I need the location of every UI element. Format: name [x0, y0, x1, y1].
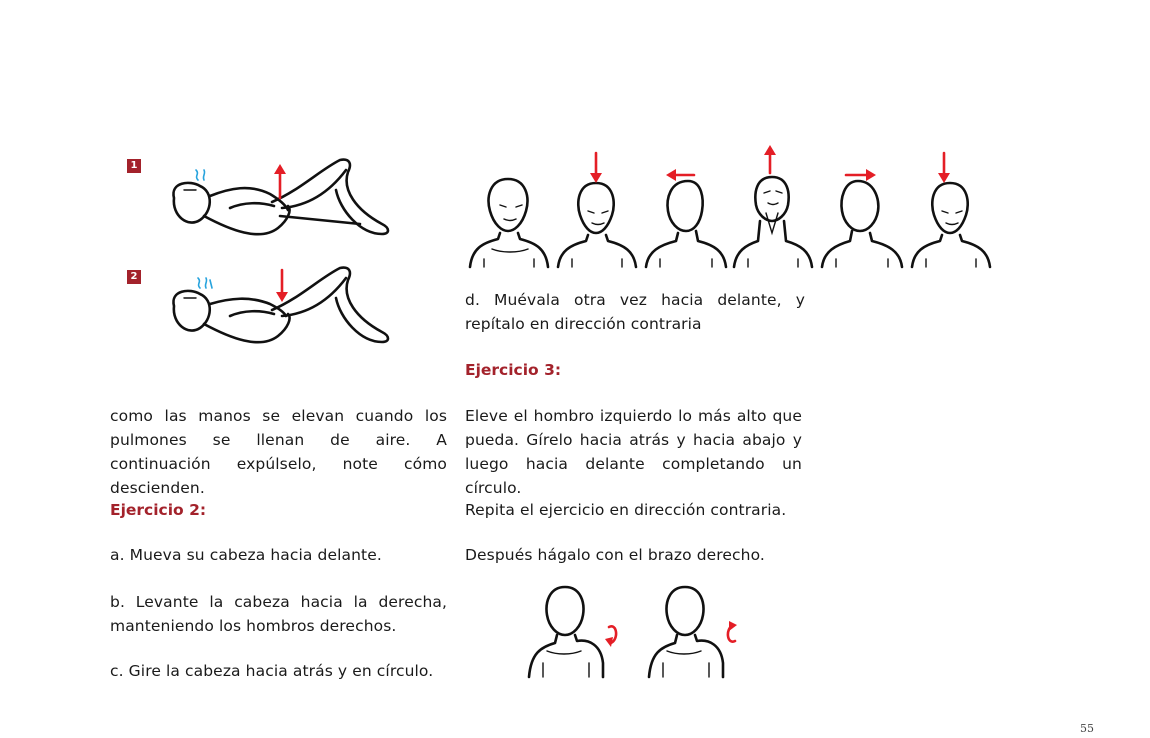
- figure-number-badge: 1: [127, 159, 141, 173]
- exercise-2-heading: Ejercicio 2:: [110, 501, 207, 519]
- step-c-text: c. Gire la cabeza hacia atrás y en círculo.: [110, 662, 434, 680]
- lying-breath-in-illustration: [160, 150, 400, 250]
- step-b-text: b. Levante la cabeza hacia la derecha, manteniendo los hombros derechos.: [110, 593, 447, 635]
- exercise-3-right-arm-text: Después hágalo con el brazo derecho.: [465, 546, 765, 564]
- page-number: 55: [1080, 722, 1094, 735]
- step-d-text: d. Muévala otra vez hacia delante, y repítalo en dirección contraria: [465, 291, 805, 333]
- exercise-3-instructions: Eleve el hombro izquierdo lo más alto que pueda. Gírelo hacia atrás y hacia abajo y luego hacia delante completando un círculo.: [465, 407, 802, 497]
- exercise-3-heading: Ejercicio 3:: [465, 361, 562, 379]
- exercise-3-repeat-text: Repita el ejercicio en dirección contraria.: [465, 501, 787, 519]
- step-a-text: a. Mueva su cabeza hacia delante.: [110, 546, 382, 564]
- lying-breath-out-illustration: [160, 258, 400, 358]
- shoulder-rotation-illustration: [525, 583, 755, 683]
- head-rotation-sequence-illustration: [462, 145, 992, 273]
- breathing-intro-paragraph: como las manos se elevan cuando los pulmones se llenan de aire. A continuación expúlselo, note cómo descienden.: [110, 407, 447, 497]
- figure-number-badge: 2: [127, 270, 141, 284]
